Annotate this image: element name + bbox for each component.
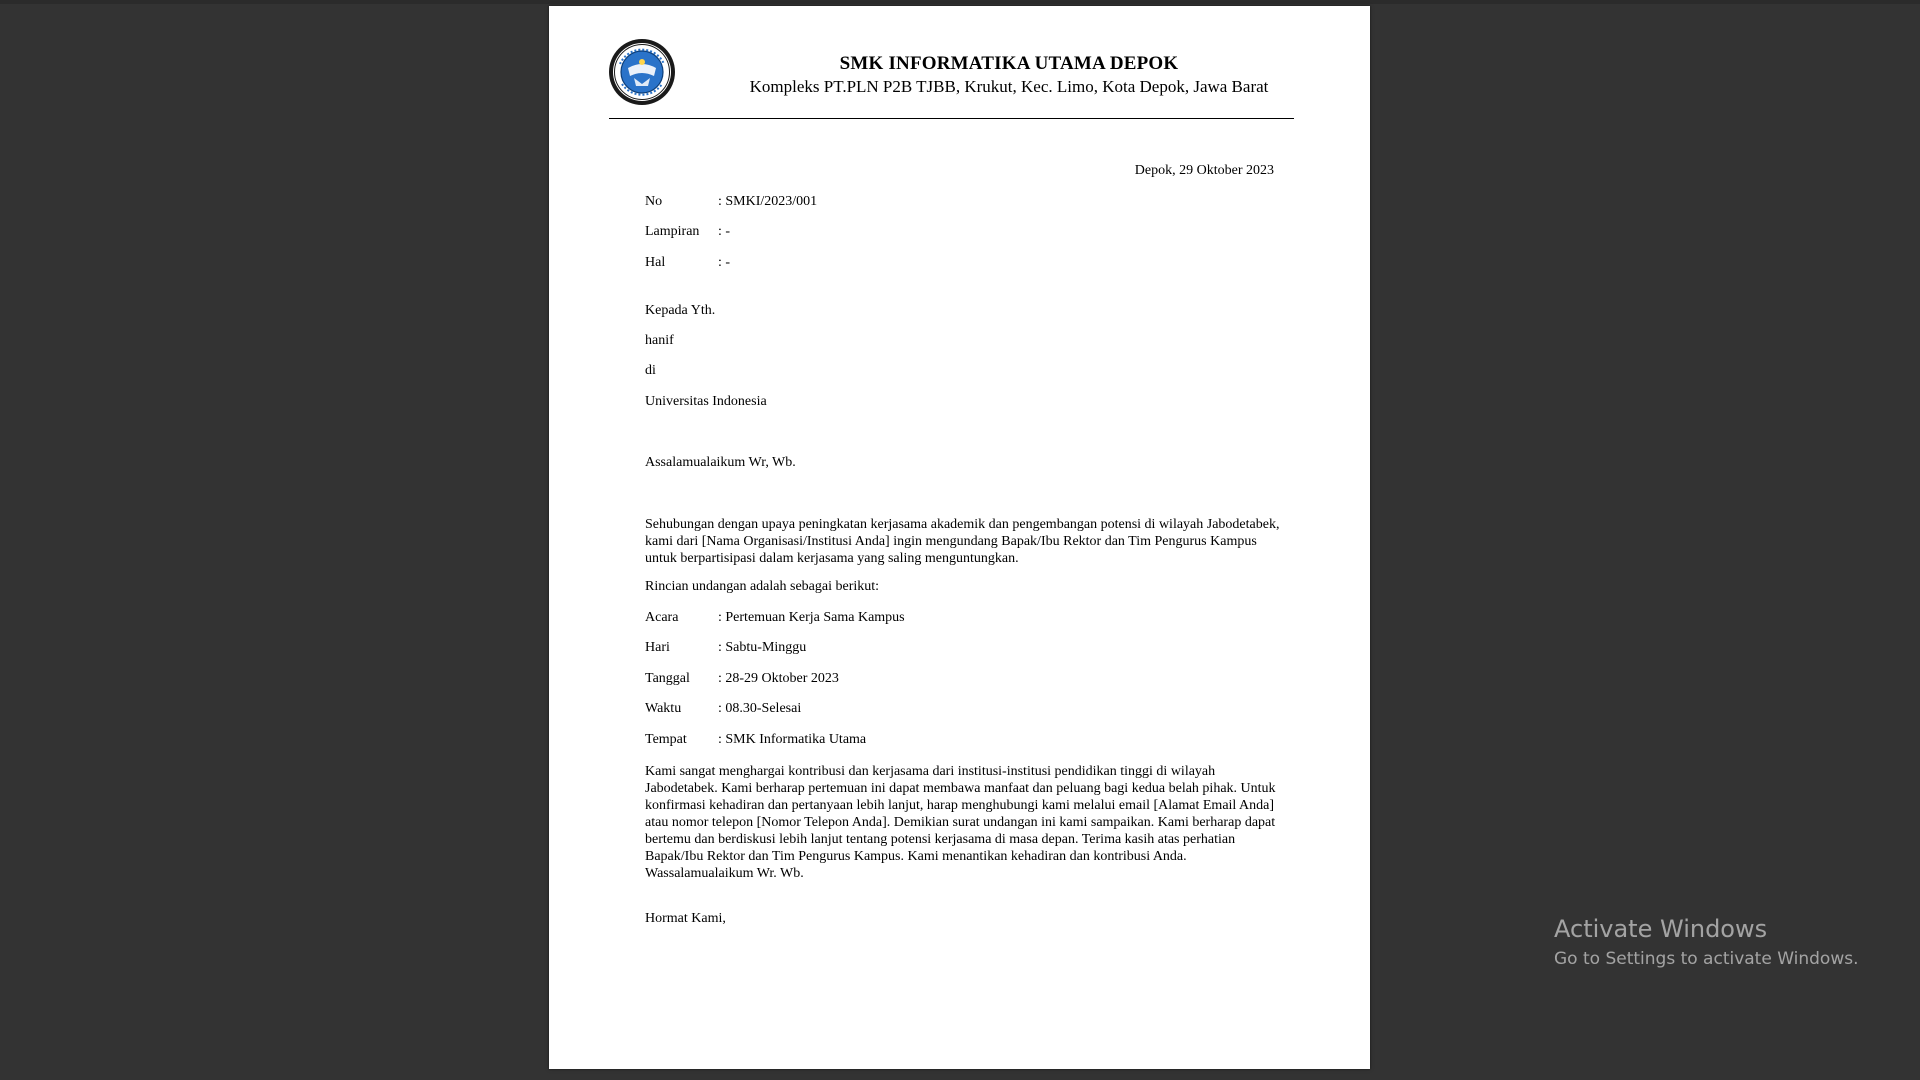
recipient-line: di [645, 363, 656, 378]
watermark-subtitle: Go to Settings to activate Windows. [1554, 949, 1859, 969]
school-emblem-icon [608, 38, 676, 106]
meta-row-number [645, 194, 817, 211]
intro-paragraph: Sehubungan dengan upaya peningkatan kerjasama akademik dan pengembangan potensi di wilayah Jabodetabek, kami dari [Nama Organisasi/Institusi Anda] ingin mengundang Bapak/Ibu Rektor dan Tim Pengurus Kampus untuk berpartisipasi dalam kerjasama yang saling menguntungkan. [645, 517, 1280, 566]
detail-row-time [645, 701, 801, 718]
recipient-line: hanif [645, 333, 674, 348]
detail-value: : Sabtu-Minggu [718, 640, 807, 655]
meta-value: : SMKI/2023/001 [718, 194, 818, 209]
details-heading: Rincian undangan adalah sebagai berikut: [645, 579, 880, 594]
detail-label: Tempat [645, 732, 687, 747]
greeting: Assalamualaikum Wr, Wb. [645, 455, 796, 470]
detail-row-event [645, 610, 905, 627]
detail-label: Hari [645, 640, 670, 655]
detail-label: Tanggal [645, 671, 690, 686]
detail-row-date [645, 671, 839, 688]
letterhead-divider [609, 118, 1294, 119]
signoff: Hormat Kami, [645, 911, 726, 926]
recipient-line: Universitas Indonesia [645, 394, 767, 409]
detail-value: : Pertemuan Kerja Sama Kampus [718, 610, 905, 625]
meta-label: No [645, 194, 663, 209]
detail-value: : 08.30-Selesai [718, 701, 802, 716]
detail-label: Acara [645, 610, 679, 625]
closing-paragraph: Kami sangat menghargai kontribusi dan kerjasama dari institusi-institusi pendidikan tinggi di wilayah Jabodetabek. Kami berharap pertemuan ini dapat membawa manfaat dan peluang bagi kedua belah pihak. Untuk konfirmasi kehadiran dan pertanyaan lebih lanjut, harap menghubungi kami melalui email [Alamat Email Anda] atau nomor telepon [Nomor Telepon Anda]. Demikian surat undangan ini kami sampaikan. Kami berharap dapat bertemu dan berdiskusi lebih lanjut tentang potensi kerjasama di masa depan. Terima kasih atas perhatian Bapak/Ibu Rektor dan Tim Pengurus Kampus. Kami menantikan kehadiran dan kontribusi Anda. Wassalamualaikum Wr. Wb. [645, 764, 1276, 881]
detail-row-day [645, 640, 806, 657]
activation-watermark [1554, 914, 1859, 971]
letter-date: Depok, 29 Oktober 2023 [1134, 163, 1274, 178]
document-page[interactable] [549, 6, 1370, 1069]
detail-value: : 28-29 Oktober 2023 [718, 671, 839, 686]
watermark-title: Activate Windows [1554, 915, 1768, 943]
school-address: Kompleks PT.PLN P2B TJBB, Krukut, Kec. Limo, Kota Depok, Jawa Barat [749, 77, 1269, 96]
meta-row-attachment [645, 224, 730, 241]
detail-label: Waktu [645, 701, 682, 716]
meta-value: : - [718, 255, 731, 270]
school-name: SMK INFORMATIKA UTAMA DEPOK [839, 53, 1179, 74]
detail-value: : SMK Informatika Utama [718, 732, 867, 747]
recipient-line: Kepada Yth. [645, 303, 716, 318]
meta-label: Hal [645, 255, 666, 270]
meta-label: Lampiran [645, 224, 700, 239]
meta-row-subject [645, 255, 730, 272]
detail-row-place [645, 732, 866, 749]
meta-value: : - [718, 224, 731, 239]
viewer-top-strip [0, 0, 1920, 4]
